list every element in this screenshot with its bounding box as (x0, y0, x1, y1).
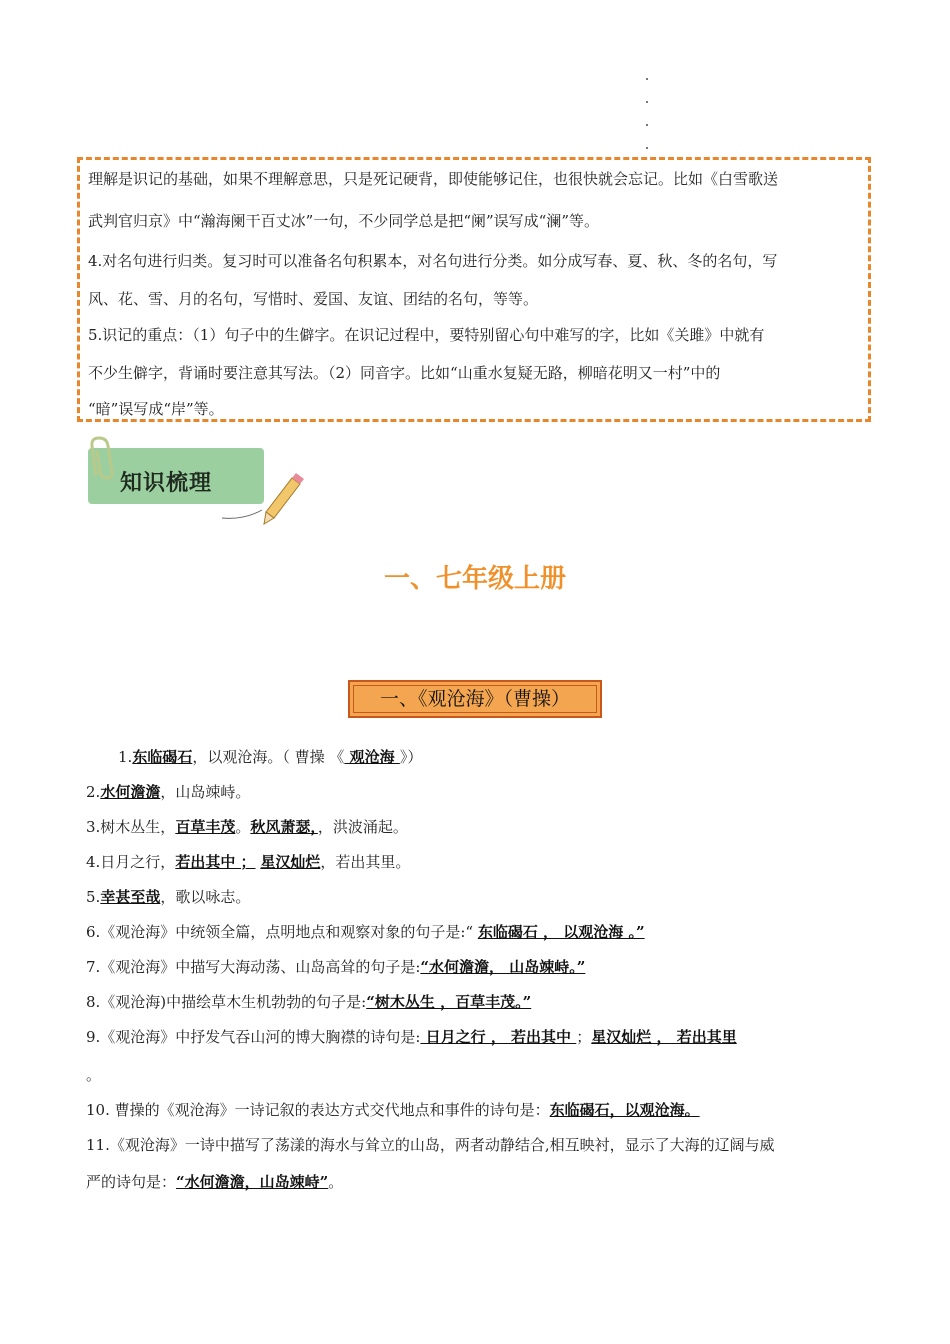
question-7: 7.《观沧海》中描写大海动荡、山岛高耸的句子是:“水何澹澹， 山岛竦峙。” (86, 958, 586, 976)
question-4: 4.日月之行，若出其中 ； 星汉灿烂，若出其里。 (86, 853, 411, 871)
question-11-line-1: 11.《观沧海》一诗中描写了荡漾的海水与耸立的山岛，两者动静结合,相互映衬，显示了大海的辽阔与威 (86, 1136, 775, 1154)
question-9-tail: 。 (86, 1066, 102, 1084)
note-line-1: 理解是识记的基础，如果不理解意思，只是死记硬背，即使能够记住，也很快就会忘记。比如《白雪歌送 (88, 170, 779, 188)
question-1: 1.东临碣石，以观沧海。（ 曹操 《 观沧海 》） (118, 748, 423, 766)
note-line-7: “暗”误写成“岸”等。 (88, 400, 224, 418)
banner-title: 知识梳理 (120, 471, 213, 496)
question-6: 6.《观沧海》中统领全篇，点明地点和观察对象的句子是:“ 东临碣石 ， 以观沧海 。” (86, 923, 645, 941)
chapter-title: 一、七年级上册 (383, 564, 566, 594)
question-2: 2.水何澹澹，山岛竦峙。 (86, 783, 251, 801)
question-10: 10. 曹操的《观沧海》一诗记叙的表达方式交代地点和事件的诗句是：东临碣石，以观沧海。 (86, 1101, 700, 1119)
note-line-5: 5.识记的重点：（1）句子中的生僻字。在识记过程中，要特别留心句中难写的字，比如《关雎》中就有 (88, 326, 765, 344)
pencil-icon (222, 470, 306, 526)
note-line-3: 4.对名句进行归类。复习时可以准备名句积累本，对名句进行分类。如分成写春、夏、秋、冬的名句，写 (88, 252, 778, 270)
note-line-4: 风、花、雪、月的名句，写惜时、爱国、友谊、团结的名句，等等。 (88, 290, 539, 308)
question-11-line-2: 严的诗句是：“水何澹澹，山岛竦峙”。 (86, 1173, 344, 1191)
question-9: 9.《观沧海》中抒发气吞山河的博大胸襟的诗句是: 日月之行 ， 若出其中 ；星汉灿烂 ， 若出其里 (86, 1028, 737, 1046)
note-line-6: 不少生僻字，背诵时要注意其写法。（2）同音字。比如“山重水复疑无路，柳暗花明又一村”中的 (88, 364, 721, 382)
note-line-2: 武判官归京》中“瀚海阑干百丈冰”一句，不少同学总是把“阑”误写成“澜”等。 (88, 212, 600, 230)
paperclip-icon (88, 436, 118, 480)
section-title: 一、《观沧海》（曹操） (379, 688, 570, 710)
question-3: 3.树木丛生，百草丰茂。秋风萧瑟，，洪波涌起。 (86, 818, 408, 836)
question-8: 8.《观沧海)中描绘草木生机勃勃的句子是:“树木丛生 ，百草丰茂。” (86, 993, 532, 1011)
question-5: 5.幸甚至哉，歌以咏志。 (86, 888, 251, 906)
